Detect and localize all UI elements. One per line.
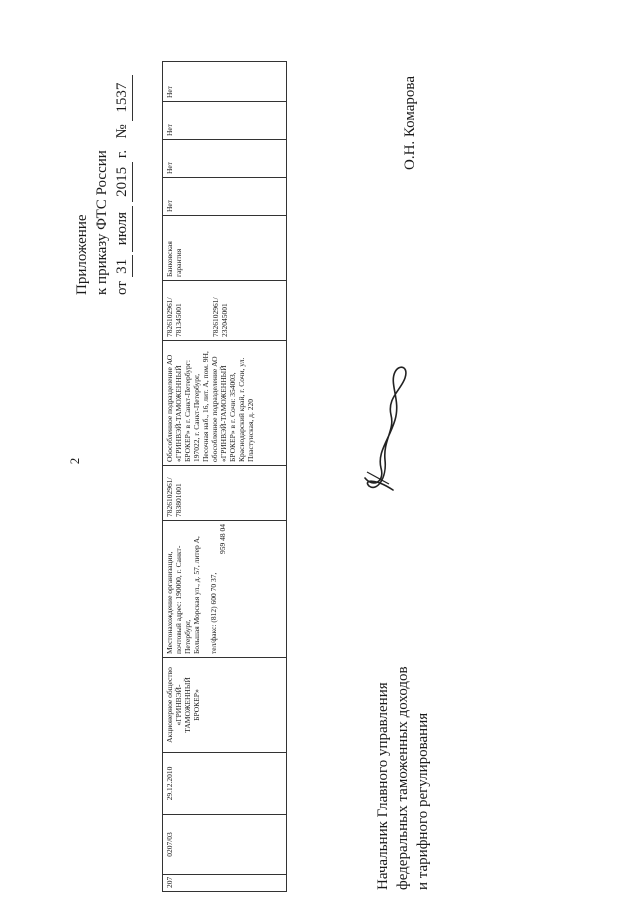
guarantee-type: Банковская гарантия: [163, 216, 287, 281]
subdivisions: [163, 341, 287, 466]
order-date-line: [112, 35, 133, 295]
table-row: [163, 62, 287, 892]
footer-title-block: [373, 570, 433, 890]
registration-date: 29.12.2010: [163, 753, 287, 815]
register-table: [162, 62, 287, 892]
order-day: 31: [112, 255, 133, 277]
footer-line: федеральных таможенных доходов: [395, 666, 411, 890]
footer-line: и тарифного регулирования: [415, 712, 431, 890]
footer-line: Начальник Главного управления: [375, 682, 391, 890]
subdivision-entry: Обособленное подразделение АО «ГРИНВЭЙ-ТАМОЖЕННЫЙ БРОКЕР» в г. Санкт-Петербург: 197022, г. Санкт-Петербург, Песочная наб., 16, лит. А, пом. 9Н,: [165, 351, 210, 462]
order-reference: к приказу ФТС России: [94, 150, 110, 295]
flag-cell: Нет: [163, 140, 287, 178]
phone-line: тел/факс: (812) 600 70 37,: [209, 572, 218, 654]
order-month: июля: [112, 206, 133, 252]
address-line: Большая Морская ул., д. 57, литер А,: [192, 536, 201, 654]
inn-kpp-main: 7826102961/ 783801001: [163, 466, 287, 521]
address-line: почтовый адрес: 190000, г. Санкт-Петербург,: [174, 545, 192, 654]
inn-kpp-subdivisions: [163, 281, 287, 341]
organization-name: Акционерное общество «ГРИНВЭЙ-ТАМОЖЕННЫЙ БРОКЕР»: [163, 658, 287, 753]
subdivision-entry: обособленное подразделение АО «ГРИНВЭЙ-ТАМОЖЕННЫЙ БРОКЕР» в г. Сочи: 354003, Краснодарский край, г. Сочи, ул. Пластунская, д. 220: [210, 356, 255, 462]
row-number: 207: [163, 875, 287, 892]
order-number: 1537: [112, 75, 133, 121]
inn-kpp-entry: 7826102961/ 232045001: [211, 297, 229, 337]
flag-cell: Нет: [163, 62, 287, 102]
flag-cell: Нет: [163, 102, 287, 140]
flag-cell: Нет: [163, 178, 287, 216]
organization-address: [163, 521, 287, 658]
inn-kpp-entry: 7826102961/ 781345001: [165, 297, 183, 337]
phone-line: 959 48 04: [218, 524, 227, 554]
page-number: 2: [67, 457, 82, 465]
appendix-title: Приложение: [74, 214, 90, 295]
appendix-header: [72, 35, 133, 295]
year-suffix: г.: [114, 149, 130, 159]
address-line: Местонахождение организации,: [165, 551, 174, 654]
signer-name: О.Н. Комарова: [402, 76, 418, 170]
order-year: 2015: [112, 162, 133, 202]
registration-number: 0207/03: [163, 815, 287, 875]
date-prefix: от: [114, 281, 130, 295]
signature-icon: [355, 360, 415, 500]
number-label: №: [114, 124, 130, 139]
